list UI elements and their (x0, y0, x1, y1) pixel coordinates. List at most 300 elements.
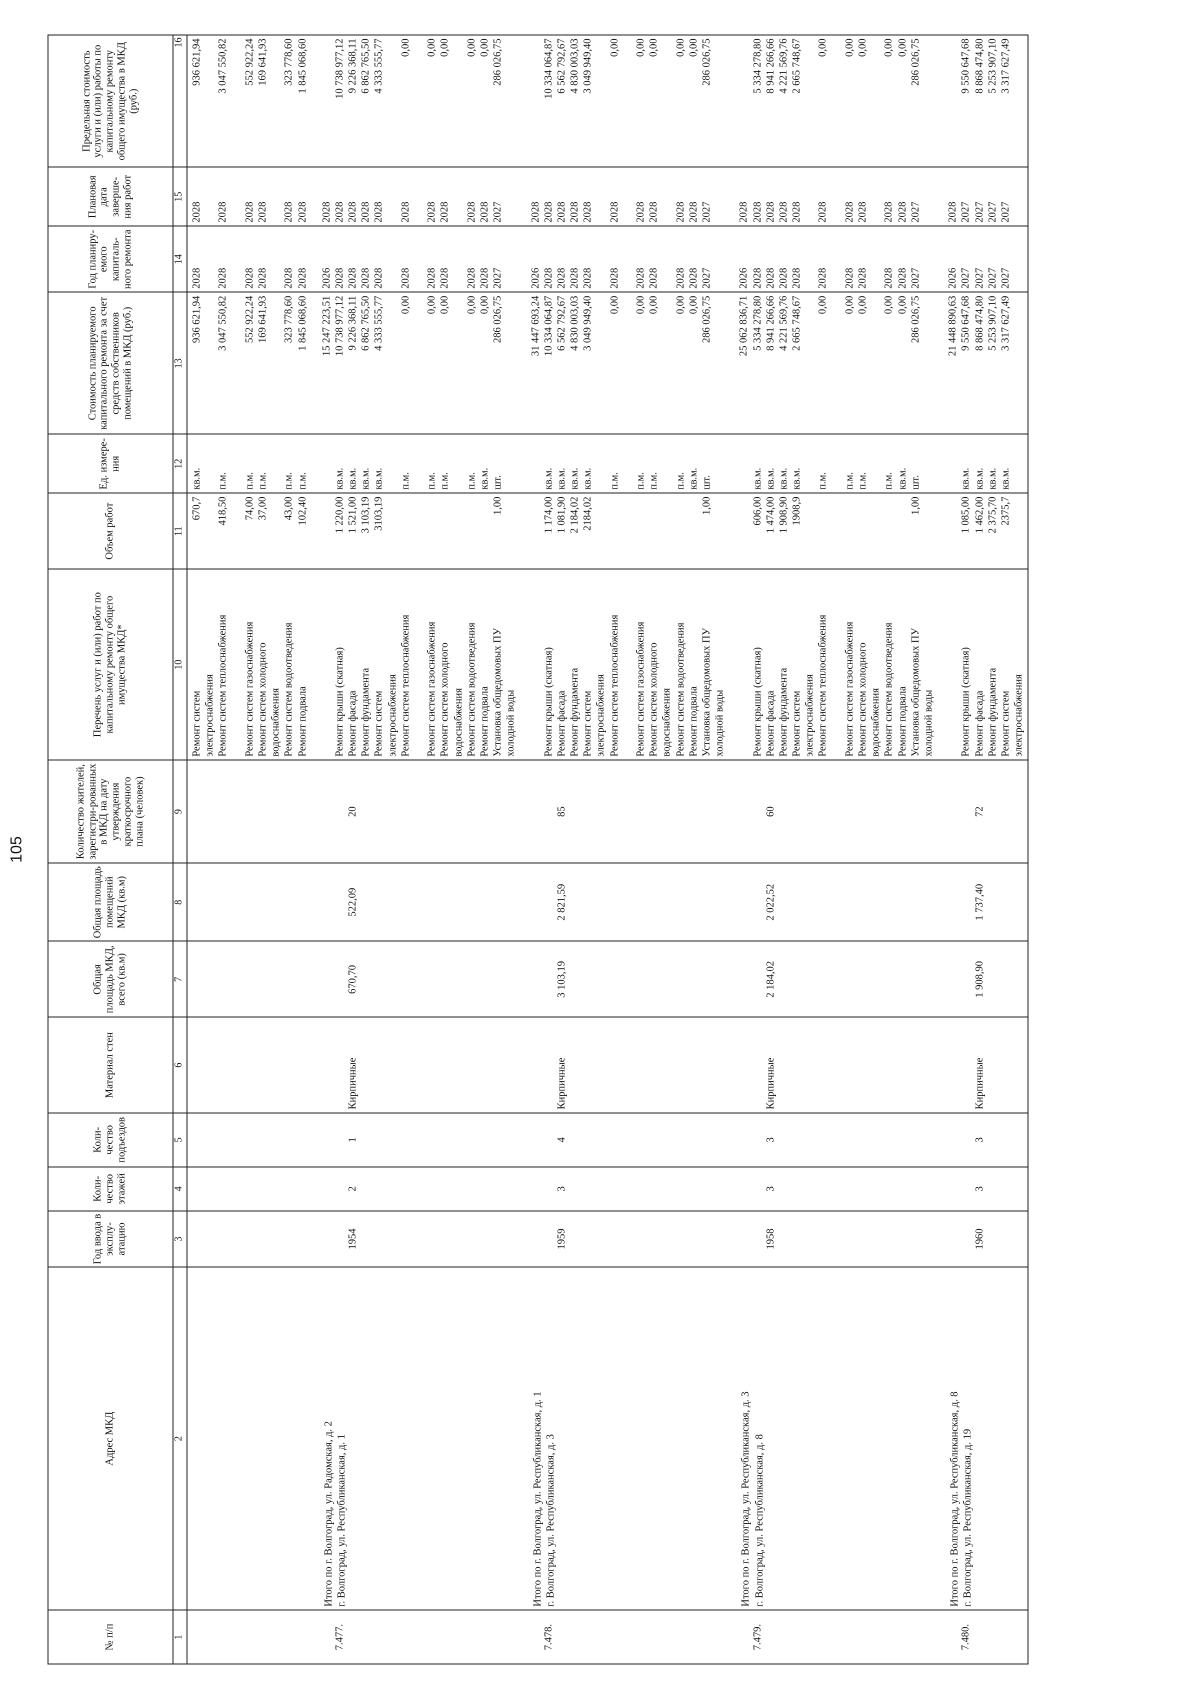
work-volume (400, 497, 413, 566)
wall-material: Кирпичные (765, 1057, 777, 1110)
planned-year (414, 230, 427, 289)
planned-year: 2027 (987, 267, 999, 289)
cost-limit: 323 778,60 (283, 38, 295, 86)
completion-date: 2028 (530, 201, 541, 223)
address-line (244, 1271, 257, 1607)
cost-limit (871, 39, 884, 164)
planned-year (506, 230, 519, 289)
work-item: Ремонт систем теплоснабжения (400, 614, 412, 757)
column-number: 7 (173, 941, 187, 1017)
total-area: 3 103,19 (556, 961, 568, 998)
measure-unit: кв.м. (974, 467, 985, 490)
premises-area: 2 022,52 (765, 883, 777, 921)
total-area: 670,70 (347, 964, 359, 994)
planned-year: 2028 (466, 267, 478, 289)
work-volume (530, 497, 543, 566)
cost-limit: 552 922,24 (244, 38, 256, 86)
commissioning-year: 1958 (765, 1228, 777, 1250)
planned-cost: 31 447 693,24 (530, 295, 541, 357)
work-item: Установка общедомовых ПУ (910, 628, 922, 757)
floor-count: 3 (974, 1186, 985, 1192)
measure-unit: п.м. (648, 472, 660, 490)
address-line: Итого по г. Волгоград, ул. Радомская, д. 2 (323, 1421, 335, 1607)
table-body (187, 35, 1028, 1664)
planned-cost (271, 296, 284, 431)
floor-count-cell (520, 1167, 729, 1211)
completion-date (715, 171, 728, 223)
work-item-cell (311, 569, 520, 760)
measure-unit: кв.м. (360, 467, 372, 490)
completion-date: 2027 (910, 201, 922, 223)
completion-date: 2028 (373, 201, 385, 223)
planned-year: 2028 (857, 267, 869, 289)
measure-unit-cell (520, 434, 729, 493)
spacer (739, 1614, 752, 1661)
measure-unit: шт. (701, 475, 713, 490)
planned-year (923, 230, 936, 289)
work-volume: 1 474,00 (765, 496, 777, 534)
address-cell (938, 1267, 1029, 1610)
spacer (530, 1116, 543, 1163)
completion-date: 2028 (857, 201, 869, 223)
planned-cost: 2 665 748,67 (791, 295, 803, 351)
measure-unit: п.м. (609, 472, 621, 490)
completion-date (387, 171, 400, 223)
planned-year: 2028 (791, 267, 803, 289)
work-volume: 418,50 (217, 496, 229, 526)
completion-date: 2028 (297, 201, 308, 223)
planned-year: 2028 (283, 267, 295, 289)
planned-year (453, 230, 466, 289)
measure-unit: шт. (910, 475, 922, 490)
completion-date-cell (311, 167, 520, 226)
table-row (938, 35, 1029, 1664)
resident-count: 85 (556, 806, 568, 817)
wall-material: Кирпичные (347, 1057, 359, 1110)
spacer (192, 1614, 205, 1661)
planned-cost: 25 062 836,71 (738, 295, 750, 357)
cost-limit: 1 845 068,60 (297, 38, 308, 94)
cost-limit (622, 39, 635, 164)
planned-year: 2028 (373, 267, 385, 289)
spacer (530, 1614, 543, 1661)
work-item: электроснабжения (387, 674, 399, 757)
work-volume (271, 497, 284, 566)
spacer (961, 1170, 974, 1207)
completion-date: 2028 (897, 201, 909, 223)
address-line (297, 1271, 310, 1607)
table-row (187, 35, 311, 1664)
planned-cost (231, 296, 244, 431)
measure-unit: кв.м. (987, 467, 999, 490)
completion-date: 2027 (974, 201, 985, 223)
planned-cost-cell (187, 292, 311, 434)
measure-unit: кв.м. (373, 467, 385, 490)
planned-year-cell (729, 226, 938, 292)
measure-unit (831, 438, 844, 490)
floor-count-cell (187, 1167, 311, 1211)
planned-cost: 323 778,60 (283, 295, 295, 344)
address-line (218, 1271, 231, 1607)
row-number-cell (520, 1610, 729, 1664)
cost-limit: 0,00 (609, 38, 621, 57)
completion-date (231, 171, 244, 223)
spacer (530, 867, 543, 938)
work-volume (715, 497, 728, 566)
work-volume (506, 497, 519, 566)
work-item: Ремонт систем теплоснабжения (609, 614, 621, 757)
completion-date: 2028 (400, 201, 412, 223)
measure-unit: кв.м. (556, 467, 568, 490)
commissioning-year-cell (520, 1211, 729, 1267)
work-item: холодной воды (505, 689, 517, 757)
completion-date (205, 171, 218, 223)
header-cell: Год ввода в эксплу-атацию (48, 1211, 173, 1267)
work-volume: 1,00 (492, 496, 504, 516)
measure-unit (231, 438, 244, 490)
cost-limit (596, 39, 609, 164)
completion-date (1014, 171, 1027, 223)
spacer (321, 1170, 334, 1207)
planned-year: 2027 (492, 267, 504, 289)
planned-year-cell (311, 226, 520, 292)
completion-date: 2028 (191, 201, 203, 223)
work-item: водоснабжения (453, 688, 465, 757)
planned-year: 2028 (635, 267, 647, 289)
work-volume: 1 462,00 (974, 496, 985, 534)
planned-year: 2028 (688, 267, 700, 289)
cost-limit-cell (311, 35, 520, 167)
completion-date: 2028 (439, 201, 451, 223)
cost-limit: 6 562 792,67 (556, 38, 568, 94)
work-volume-cell (938, 493, 1029, 569)
work-volume: 670,7 (191, 496, 203, 521)
header-cell: Адрес МКД (48, 1267, 173, 1610)
cost-limit (715, 39, 728, 164)
commissioning-year: 1960 (974, 1228, 985, 1250)
cost-limit: 0,00 (883, 38, 895, 57)
spacer (752, 764, 765, 860)
cost-limit: 10 738 977,12 (334, 38, 346, 99)
work-item-cell (729, 569, 938, 760)
work-volume (596, 497, 609, 566)
address-line: Итого по г. Волгоград, ул. Республиканская, д. 3 (740, 1391, 752, 1607)
work-volume (414, 497, 427, 566)
work-item: Ремонт крыши (скатная) (334, 647, 346, 757)
completion-date (622, 171, 635, 223)
cost-limit: 0,00 (426, 38, 438, 57)
header-cell: Стоимость планируемого капитального ремонта за счет средств собственников помещений в МКД (руб.) (48, 292, 173, 434)
planned-year: 2028 (244, 267, 256, 289)
work-item: холодной воды (923, 689, 935, 757)
resident-count-cell (520, 760, 729, 863)
column-number: 2 (173, 1267, 187, 1610)
planned-year (271, 230, 284, 289)
completion-date: 2028 (257, 201, 269, 223)
planned-year: 2028 (675, 267, 687, 289)
work-item: электроснабжения (1013, 674, 1025, 757)
planned-year: 2027 (960, 267, 972, 289)
cost-limit-cell (729, 35, 938, 167)
work-volume (622, 497, 635, 566)
completion-date: 2028 (635, 201, 647, 223)
address-line (205, 1271, 218, 1607)
row-number: 7.479. (752, 1623, 763, 1651)
work-volume (609, 497, 622, 566)
measure-unit (530, 438, 543, 490)
planned-cost (414, 296, 427, 431)
planned-cost: 0,00 (648, 295, 660, 315)
completion-date: 2027 (960, 201, 972, 223)
cost-limit: 286 026,75 (701, 38, 713, 86)
planned-cost (715, 296, 728, 431)
spacer (530, 1170, 543, 1207)
row-number-cell (187, 1610, 311, 1664)
spacer (321, 1021, 334, 1110)
completion-date: 2028 (778, 201, 790, 223)
cost-limit (923, 39, 936, 164)
planned-cost: 0,00 (675, 295, 687, 315)
work-item: Ремонт фасада (974, 690, 985, 757)
measure-unit: п.м. (635, 472, 647, 490)
measure-unit (805, 438, 818, 490)
planned-cost: 3 317 627,49 (1000, 295, 1012, 351)
cost-limit (948, 39, 961, 164)
measure-unit (596, 438, 609, 490)
measure-unit: п.м. (257, 472, 269, 490)
spacer (739, 867, 752, 938)
planned-cost: 286 026,75 (701, 295, 713, 344)
address-cell (311, 1267, 520, 1610)
planned-year: 2028 (817, 267, 829, 289)
spacer (961, 945, 974, 1014)
planned-year: 2028 (347, 267, 359, 289)
floor-count: 3 (765, 1186, 777, 1192)
header-cell: Коли-чество этажей (48, 1167, 173, 1211)
work-volume-cell (187, 493, 311, 569)
planned-cost (596, 296, 609, 431)
completion-date: 2028 (883, 201, 895, 223)
spacer (752, 1116, 765, 1163)
planned-cost: 0,00 (857, 295, 869, 315)
cost-limit (506, 39, 519, 164)
spacer (961, 867, 974, 938)
planned-cost: 8 941 266,66 (765, 295, 777, 351)
completion-date (923, 171, 936, 223)
table-row (520, 35, 729, 1664)
work-item (321, 573, 334, 757)
planned-cost: 286 026,75 (492, 295, 504, 344)
work-item: Ремонт фундамента (987, 667, 999, 757)
spacer (543, 764, 556, 860)
spacer (739, 1021, 752, 1110)
planned-year: 2028 (556, 267, 568, 289)
cost-limit (662, 39, 675, 164)
premises-area-cell (729, 863, 938, 941)
address-line (271, 1271, 284, 1607)
work-item: Ремонт фундамента (778, 667, 790, 757)
planned-cost: 10 334 064,87 (543, 295, 555, 357)
planned-year: 2028 (648, 267, 660, 289)
floor-count-cell (311, 1167, 520, 1211)
spacer (961, 1116, 974, 1163)
spacer (948, 1116, 961, 1163)
work-item: Ремонт систем газоснабжения (844, 621, 856, 757)
work-item: Ремонт систем водоотведения (883, 622, 895, 757)
completion-date: 2028 (244, 201, 256, 223)
work-item-cell (938, 569, 1029, 760)
planned-year (831, 230, 844, 289)
measure-unit: кв.м. (688, 467, 700, 490)
column-number: 6 (173, 1017, 187, 1113)
planned-cost: 169 641,93 (257, 295, 269, 344)
resident-count-cell (311, 760, 520, 863)
header-cell: Предельная стоимость услуги и (или) работы по капитальному ремонту общего имущества в МКД (руб.) (48, 35, 173, 167)
commissioning-year-cell (938, 1211, 1029, 1267)
cost-limit: 0,00 (675, 38, 687, 57)
measure-unit: кв.м. (569, 467, 581, 490)
spacer (334, 1116, 347, 1163)
work-volume (231, 497, 244, 566)
measure-unit (271, 438, 284, 490)
work-volume (205, 497, 218, 566)
completion-date: 2028 (752, 201, 763, 223)
spacer (739, 1116, 752, 1163)
work-item: Ремонт подвала (479, 686, 491, 757)
measure-unit (739, 438, 752, 490)
planned-year-cell (520, 226, 729, 292)
planned-year: 2028 (426, 267, 438, 289)
row-number: 7.478. (543, 1623, 555, 1651)
work-item: Ремонт систем холодного (257, 642, 269, 757)
spacer (948, 1021, 961, 1110)
completion-date: 2027 (987, 201, 999, 223)
work-volume (739, 497, 752, 566)
planned-cost: 6 862 765,50 (360, 295, 372, 351)
spacer (739, 1214, 752, 1263)
work-item: Ремонт фасада (765, 690, 777, 757)
entrance-count-cell (187, 1113, 311, 1167)
address-line (284, 1271, 297, 1607)
cost-limit: 3 317 627,49 (1000, 38, 1012, 94)
completion-date (453, 171, 466, 223)
planned-cost (622, 296, 635, 431)
work-volume: 606,00 (752, 496, 763, 526)
capital-repair-table (48, 35, 1029, 1665)
measure-unit: кв.м. (543, 467, 555, 490)
header-cell: № п/п (48, 1610, 173, 1664)
cost-limit: 0,00 (857, 38, 869, 57)
work-volume: 74,00 (244, 496, 256, 521)
work-item: Ремонт крыши (скатная) (960, 647, 972, 757)
column-number: 5 (173, 1113, 187, 1167)
spacer (334, 764, 347, 860)
header-cell: Общая площадь помещений МКД (кв.м) (48, 863, 173, 941)
work-volume (884, 497, 897, 566)
total-area: 1 908,90 (974, 961, 985, 998)
work-volume (897, 497, 910, 566)
work-item: Ремонт фундамента (569, 667, 581, 757)
cost-limit (414, 39, 427, 164)
planned-cost: 5 334 278,80 (752, 295, 763, 351)
planned-year (387, 230, 400, 289)
planned-year: 2028 (609, 267, 621, 289)
work-item: Установка общедомовых ПУ (492, 628, 504, 757)
total-area: 2 184,02 (765, 961, 777, 998)
cost-limit: 0,00 (479, 38, 491, 57)
planned-year: 2026 (738, 267, 750, 289)
cost-limit: 0,00 (897, 38, 909, 57)
cost-limit: 4 333 555,77 (373, 38, 385, 94)
work-volume-cell (729, 493, 938, 569)
work-item: Ремонт систем водоотведения (675, 622, 687, 757)
planned-cost: 10 738 977,12 (334, 295, 346, 357)
column-number: 10 (173, 569, 187, 760)
measure-unit (948, 438, 961, 490)
column-number: 8 (173, 863, 187, 941)
work-item: электроснабжения (595, 674, 607, 757)
column-number: 11 (173, 493, 187, 569)
column-number: 12 (173, 434, 187, 493)
work-volume: 1,00 (910, 496, 922, 516)
work-volume (453, 497, 466, 566)
planned-cost: 0,00 (609, 295, 621, 315)
work-item: Ремонт крыши (скатная) (752, 647, 763, 757)
work-volume (948, 497, 961, 566)
measure-unit: кв.м. (347, 467, 359, 490)
work-volume: 1 085,00 (960, 496, 972, 534)
work-volume: 1 220,00 (334, 496, 346, 534)
measure-unit: кв.м. (791, 467, 803, 490)
column-number: 14 (173, 226, 187, 292)
cost-limit: 936 621,94 (191, 38, 203, 86)
planned-year (805, 230, 818, 289)
floor-count-cell (729, 1167, 938, 1211)
spacer (321, 945, 334, 1014)
cost-limit (231, 39, 244, 164)
work-item: Ремонт подвала (897, 686, 909, 757)
measure-unit: кв.м. (960, 467, 972, 490)
work-volume: 1 521,00 (347, 496, 359, 534)
column-number: 3 (173, 1211, 187, 1267)
work-item (948, 573, 961, 757)
total-area-cell (520, 941, 729, 1017)
completion-date: 2028 (426, 201, 438, 223)
work-item: Ремонт фундамента (360, 667, 372, 757)
measure-unit: кв.м. (897, 467, 909, 490)
work-volume (831, 497, 844, 566)
cost-limit: 0,00 (439, 38, 451, 57)
spacer (530, 1021, 543, 1110)
planned-year: 2027 (910, 267, 922, 289)
spacer (948, 1170, 961, 1207)
completion-date (506, 171, 519, 223)
planned-year: 2028 (752, 267, 763, 289)
cost-limit (1014, 39, 1027, 164)
work-volume (805, 497, 818, 566)
work-item: Ремонт фасада (556, 690, 568, 757)
measure-unit (1014, 438, 1027, 490)
planned-year: 2028 (217, 267, 229, 289)
planned-cost-cell (311, 292, 520, 434)
address-line: Итого по г. Волгоград, ул. Республиканская, д. 1 (532, 1391, 543, 1607)
measure-unit: п.м. (439, 472, 451, 490)
cost-limit: 4 221 569,76 (778, 38, 790, 94)
address-cell (729, 1267, 938, 1610)
spacer (752, 1170, 765, 1207)
planned-year: 2026 (947, 267, 959, 289)
planned-year: 2028 (883, 267, 895, 289)
